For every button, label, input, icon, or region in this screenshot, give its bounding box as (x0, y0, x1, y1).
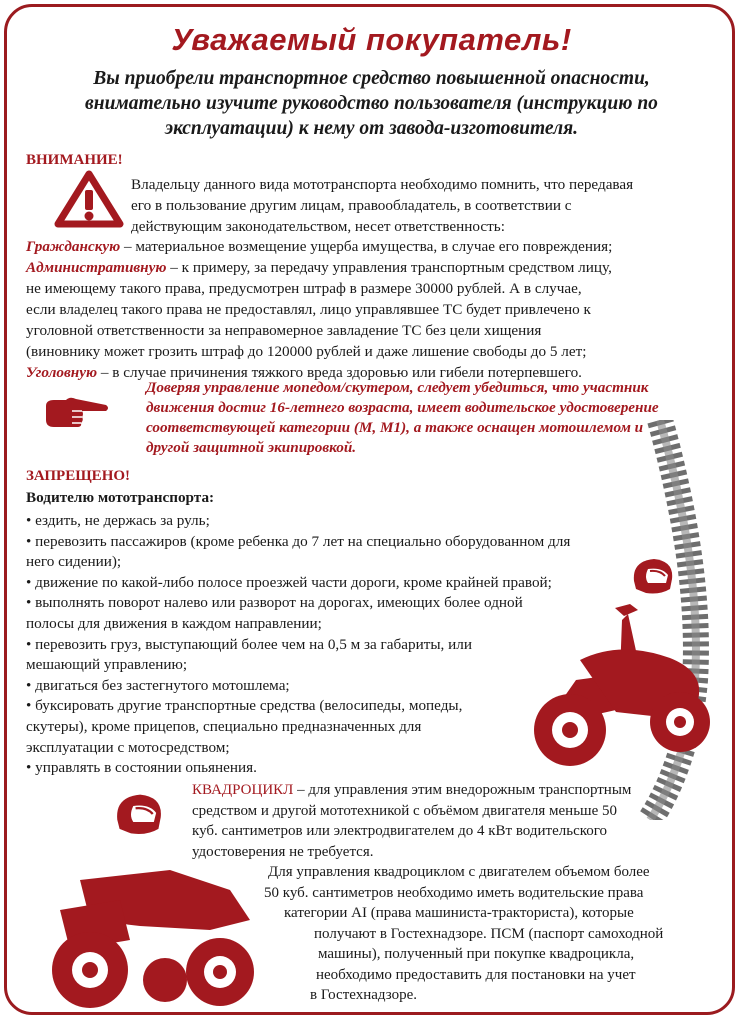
list-item: • выполнять поворот налево или разворот на дорогах, имеющих более одной (26, 594, 523, 612)
quad-paragraph-2 (264, 862, 714, 1006)
subtitle-line: Вы приобрели транспортное средство повышенной опасности, (93, 68, 650, 89)
attention-intro (131, 174, 713, 237)
notice-line: соответствующей категории (М, М1), а также оснащен мотошлемом и (146, 419, 644, 436)
list-item: него сидении); (26, 553, 122, 571)
text-line: удостоверения не требуется. (192, 843, 374, 860)
list-item: • перевозить груз, выступающий более чем на 0,5 м за габариты, или (26, 635, 472, 653)
attention-heading: ВНИМАНИЕ! (26, 152, 123, 168)
list-item: полосы для движения в каждом направлении; (26, 614, 322, 632)
page-title: Уважаемый покупатель! (171, 22, 572, 57)
list-item: • ездить, не держась за руль; (26, 512, 210, 529)
admin-text: – к примеру, за передачу управления транспортным средством лицу, (166, 259, 612, 276)
forbidden-heading: ЗАПРЕЩЕНО! (26, 468, 131, 484)
civil-term: Гражданскую (26, 238, 121, 255)
list-item: скутеры), кроме прицепов, специально предназначенных для (26, 717, 422, 735)
text-line: категории AI (права машиниста-тракториста), которые (284, 905, 634, 921)
warning-triangle-icon (54, 170, 124, 228)
pointing-hand-icon (44, 396, 110, 430)
page-subtitle (30, 66, 713, 141)
list-item: • движение по какой-либо полосе проезжей части дороги, кроме крайней правой; (26, 573, 552, 591)
text-line: куб. сантиметров или электродвигателем до 4 кВт водительского (192, 823, 608, 839)
notice-line: Доверяя управление мопедом/скутером, следует убедиться, что участник (146, 379, 649, 396)
text-line: если владелец такого права не предоставлял, лицо управлявшее ТС будет привлечено к (26, 301, 591, 318)
list-item: • буксировать другие транспортные средства (велосипеды, мопеды, (26, 697, 463, 715)
subtitle-line: эксплуатации) к нему от завода-изготовителя. (165, 118, 578, 139)
text-line: его в пользование другим лицам, правообладатель, в соответствии с (131, 197, 572, 214)
helmet-icon (630, 555, 676, 597)
subtitle-line: внимательно изучите руководство пользователя (инструкцию по (85, 93, 658, 114)
notice-line: другой защитной экипировкой. (146, 439, 357, 456)
list-item: мешающий управлению; (26, 656, 188, 674)
text-line: необходимо предоставить для постановки на учет (316, 966, 636, 983)
text-line: машины), полученный при покупке квадроцикла, (318, 946, 635, 962)
list-item: • управлять в состоянии опьянения. (26, 759, 257, 777)
liability-block (26, 236, 716, 383)
text-line: Для управления квадроциклом с двигателем объемом более (268, 864, 650, 880)
helmet-icon (112, 790, 166, 838)
text-line: Владельцу данного вида мототранспорта необходимо помнить, что передавая (131, 176, 634, 193)
criminal-text: – в случае причинения тяжкого вреда здоровью или гибели потерпевшего. (97, 364, 582, 381)
text-line: уголовной ответственности за неправомерное завладение ТС без цели хищения (26, 322, 542, 339)
list-item: эксплуатации с мотосредством; (26, 738, 230, 756)
text-line: (виновнику может грозить штраф до 120000 рублей и даже лишение свободы до 5 лет; (26, 343, 587, 360)
list-item: • перевозить пассажиров (кроме ребенка до 7 лет на специально оборудованном для (26, 532, 571, 550)
criminal-term: Уголовную (26, 364, 98, 381)
text-line: получают в Гостехнадзоре. ПСМ (паспорт самоходной (314, 925, 664, 942)
forbidden-subheading: Водителю мототранспорта: (26, 489, 215, 506)
quad-bike-icon (20, 840, 270, 1015)
text-line: действующим законодательством, несет ответственность: (131, 218, 505, 235)
text-line: средством и другой мототехникой с объёмом двигателя меньше 50 (192, 802, 618, 819)
civil-text: – материальное возмещение ущерба имущества, в случае его повреждения; (120, 238, 613, 255)
text-line: – для управления этим внедорожным транспортным (293, 782, 632, 798)
admin-term: Административную (26, 259, 167, 276)
notice-line: движения достиг 16-летнего возраста, имеет водительское удостоверение (146, 399, 659, 416)
scooter-icon (520, 600, 720, 780)
text-line: не имеющему такого права, предусмотрен штраф в размере 30000 рублей. А в случае, (26, 280, 582, 297)
text-line: в Гостехнадзоре. (310, 987, 417, 1003)
list-item: • двигаться без застегнутого мотошлема; (26, 676, 290, 694)
notice-block (146, 378, 716, 458)
quad-term: КВАДРОЦИКЛ (192, 782, 294, 798)
quad-paragraph-1 (192, 780, 717, 862)
text-line: 50 куб. сантиметров необходимо иметь водительские права (264, 884, 644, 901)
